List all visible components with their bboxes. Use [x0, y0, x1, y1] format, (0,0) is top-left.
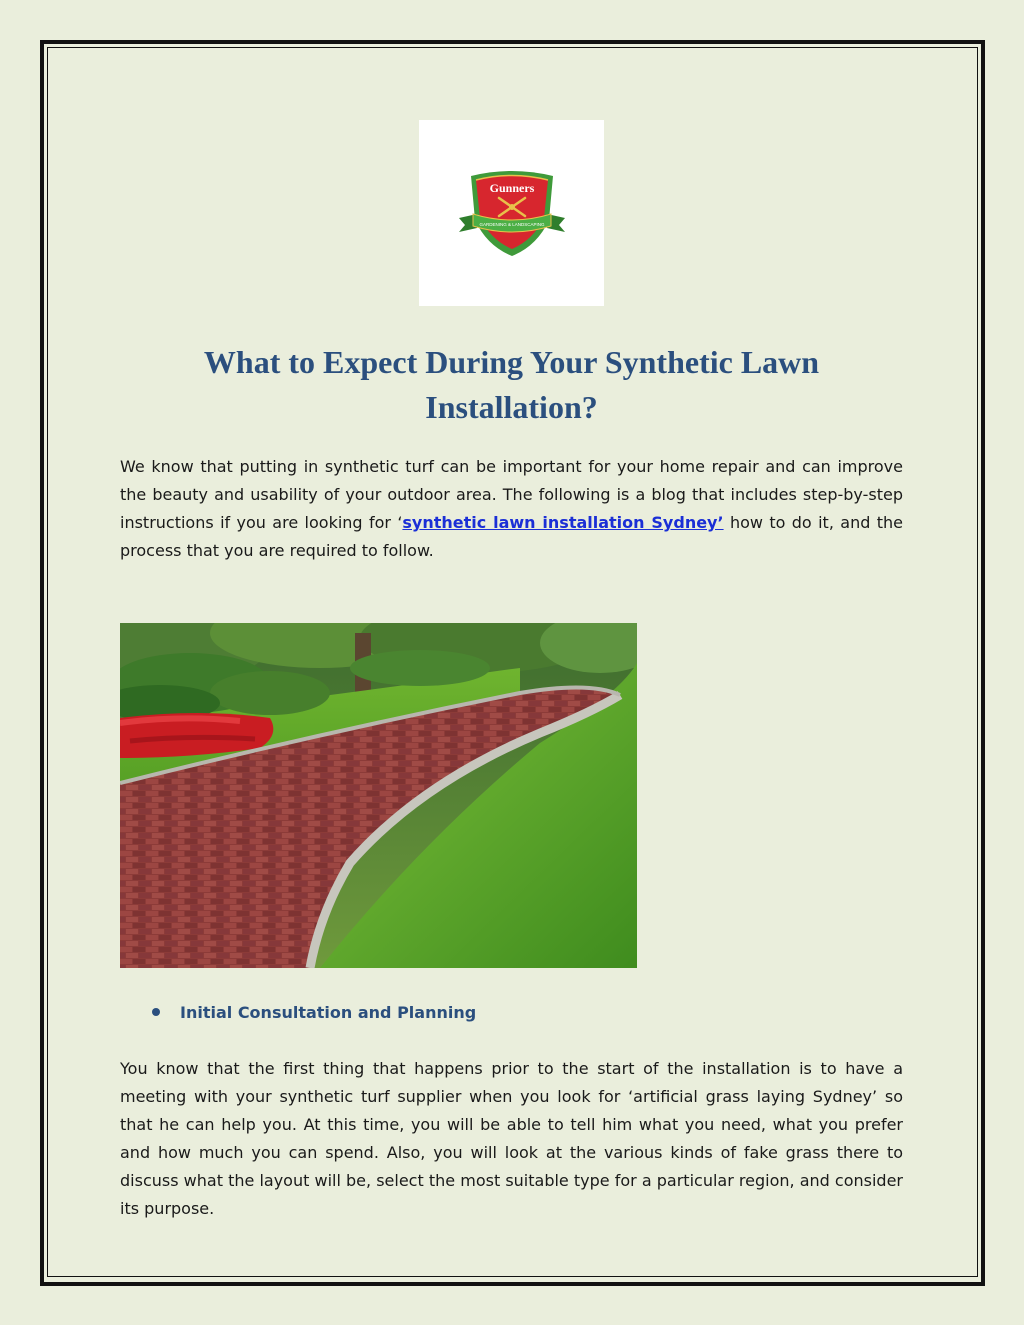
section-heading-text: Initial Consultation and Planning — [180, 1002, 477, 1022]
svg-text:GARDENING & LANDSCAPING: GARDENING & LANDSCAPING — [479, 222, 545, 227]
garden-path-photo — [120, 623, 637, 968]
section-heading-initial-consultation — [152, 998, 476, 1026]
intro-text-part2: how to do it, and the process that you are required to follow. — [120, 513, 904, 560]
svg-text:Gunners: Gunners — [489, 181, 535, 195]
bullet-icon — [152, 1008, 160, 1016]
gunners-shield-logo — [457, 168, 567, 258]
synthetic-lawn-link[interactable]: synthetic lawn installation Sydney’ — [402, 513, 724, 532]
page-title: What to Expect During Your Synthetic Lawn Installation? — [203, 344, 820, 425]
consultation-paragraph: You know that the first thing that happens prior to the start of the installation is to have a meeting with your synthetic turf supplier when you look for ‘artificial grass laying Sydney’ so that he can help you. At this time, you will be able to tell him what you need, what you prefer and how much you can spend. Also, you will look at the various kinds of fake grass there to discuss what the layout will be, select the most suitable type for a particular region, and consider its purpose. — [120, 1059, 903, 1218]
intro-text-part1: We know that putting in synthetic turf can be important for your home repair and can improve the beauty and usability of your outdoor area. The following is a blog that includes step-by-step instructions if you are looking for ‘ — [120, 457, 903, 532]
intro-paragraph — [120, 453, 903, 565]
company-logo — [419, 120, 604, 306]
